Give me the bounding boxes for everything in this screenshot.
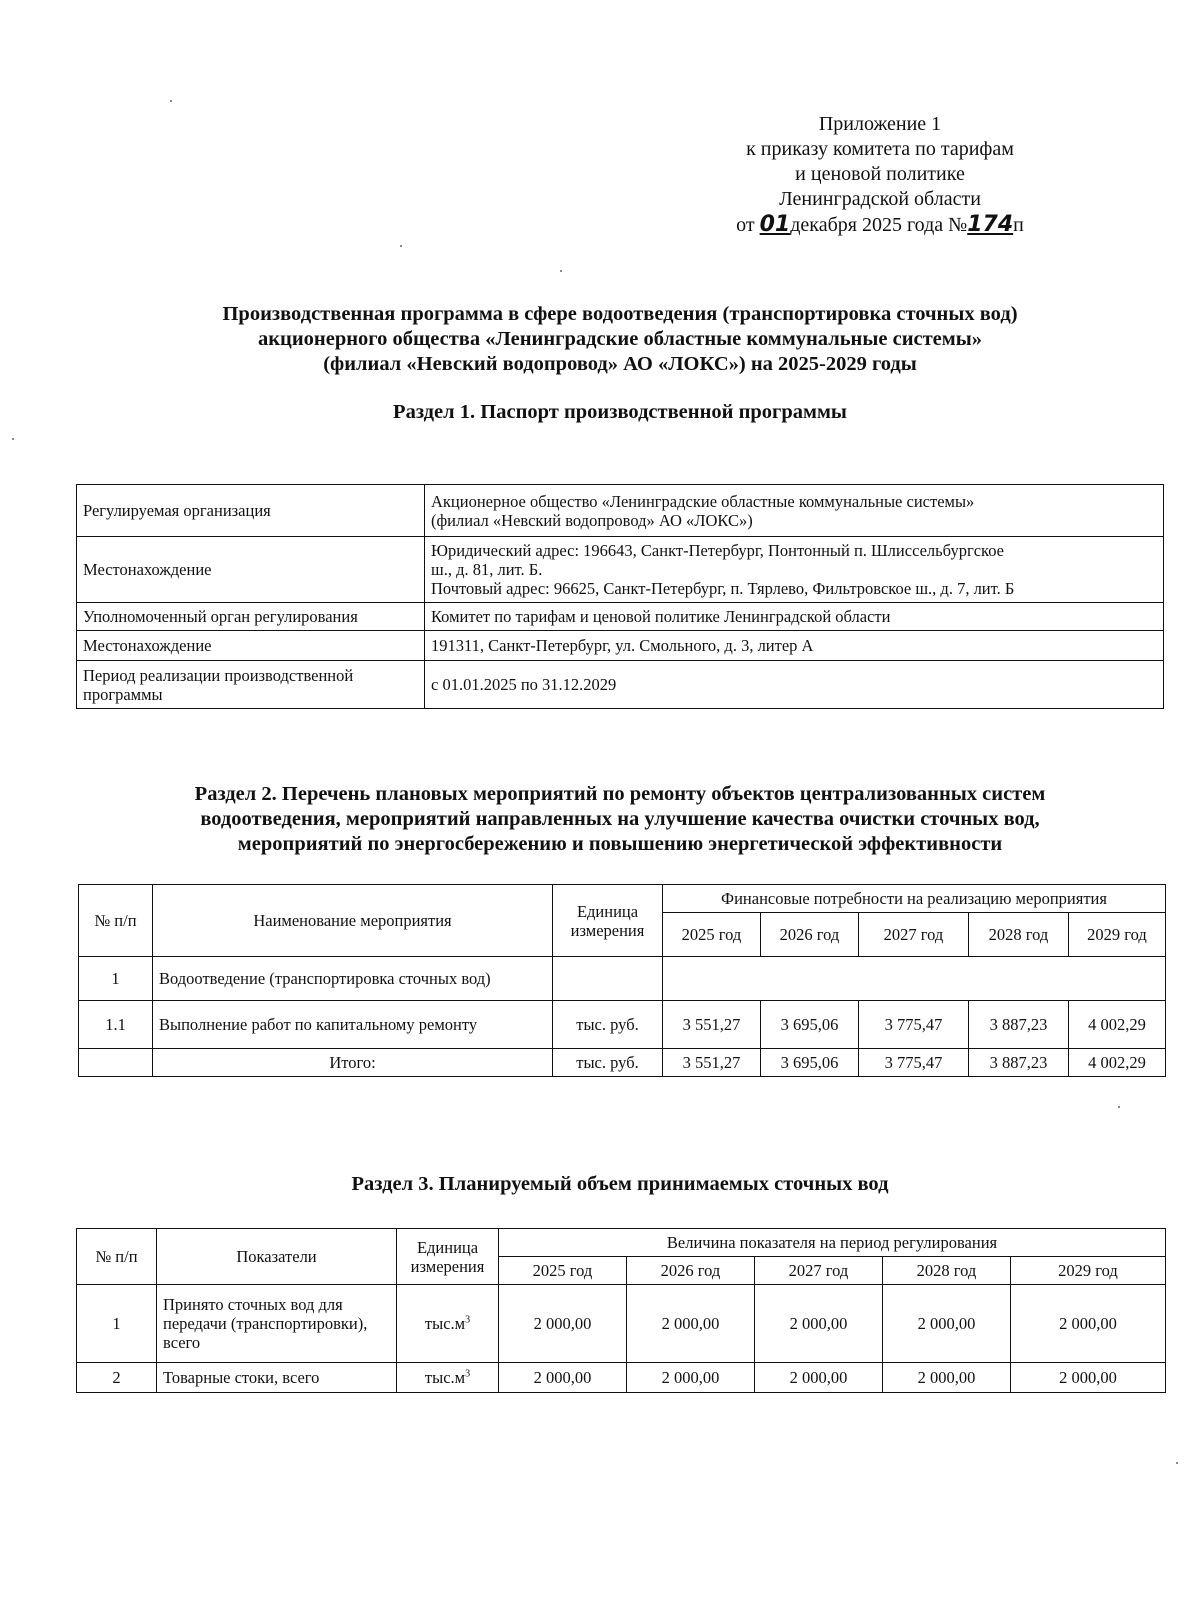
section3-heading: Раздел 3. Планируемый объем принимаемых сточных вод (351, 1173, 889, 1195)
value-line: ш., д. 81, лит. Б. (431, 560, 543, 579)
table-row (77, 661, 1164, 709)
total-value: 4 002,29 (1069, 1049, 1166, 1077)
scan-speck (400, 245, 402, 247)
appendix-date-line (700, 212, 1060, 238)
year-header: 2027 год (755, 1257, 883, 1285)
value-line: Юридический адрес: 196643, Санкт-Петербург, Понтонный п. Шлиссельбургское (431, 541, 1004, 560)
total-row (79, 1049, 1166, 1077)
year-header: 2026 год (627, 1257, 755, 1285)
row-label: Период реализации производственной программы (77, 661, 425, 709)
table-row (79, 1001, 1166, 1049)
total-value: 3 887,23 (969, 1049, 1069, 1077)
table-row (77, 485, 1164, 537)
title-line-1: Производственная программа в сфере водоотведения (транспортировка сточных вод) (222, 303, 1018, 325)
row-name: Принято сточных вод для передачи (транспортировки), всего (157, 1285, 397, 1363)
unit-base: тыс.м (424, 1368, 466, 1387)
value-line: Почтовый адрес: 96625, Санкт-Петербург, п. Тярлево, Фильтровское ш., д. 7, лит. Б (431, 579, 1015, 598)
row-label: Регулируемая организация (77, 485, 425, 537)
cell-value: 2 000,00 (883, 1363, 1011, 1393)
value-line: Акционерное общество «Ленинградские областные коммунальные системы» (431, 491, 975, 511)
unit-line: измерения (410, 1256, 485, 1276)
handwritten-number: 174 (967, 212, 1014, 237)
volume-table (76, 1228, 1166, 1393)
date-prefix: от (736, 214, 755, 236)
row-value (425, 603, 1164, 631)
value-line: 191311, Санкт-Петербург, ул. Смольного, д. 3, литер А (431, 636, 814, 655)
value-line: Комитет по тарифам и ценовой политике Ленинградской области (431, 607, 891, 626)
col-header-finance: Финансовые потребности на реализацию мероприятия (663, 885, 1166, 913)
row-name: Товарные стоки, всего (157, 1363, 397, 1393)
table-row (77, 631, 1164, 661)
appendix-block (700, 112, 1060, 238)
year-header: 2026 год (761, 913, 859, 957)
row-unit (397, 1285, 499, 1363)
cell-value: 2 000,00 (499, 1285, 627, 1363)
row-value (425, 537, 1164, 603)
row-label: Местонахождение (77, 537, 425, 603)
row-empty (663, 957, 1166, 1001)
table-row (77, 1363, 1166, 1393)
scan-speck (170, 100, 172, 102)
header-row (77, 1229, 1166, 1257)
unit-sup: 3 (465, 1368, 471, 1380)
table-row (77, 1285, 1166, 1363)
title-line-3: (филиал «Невский водопровод» АО «ЛОКС») на 2025-2029 годы (323, 353, 917, 375)
unit-line: Единица (576, 901, 639, 921)
total-value: 3 775,47 (859, 1049, 969, 1077)
row-value (425, 661, 1164, 709)
row-num: 1.1 (79, 1001, 153, 1049)
year-header: 2025 год (499, 1257, 627, 1285)
year-header: 2027 год (859, 913, 969, 957)
col-header-unit (553, 885, 663, 957)
cell-value: 2 000,00 (1011, 1285, 1166, 1363)
cell-value: 4 002,29 (1069, 1001, 1166, 1049)
row-unit: тыс. руб. (553, 1001, 663, 1049)
handwritten-day: 01 (759, 212, 791, 237)
row-num: 1 (79, 957, 153, 1001)
appendix-line-2: к приказу комитета по тарифам (746, 138, 1014, 160)
appendix-line-1: Приложение 1 (818, 113, 942, 135)
row-unit (397, 1363, 499, 1393)
unit-line: измерения (570, 920, 645, 940)
cell-value: 2 000,00 (499, 1363, 627, 1393)
total-value: 3 551,27 (663, 1049, 761, 1077)
row-num: 2 (77, 1363, 157, 1393)
heading-line: водоотведения, мероприятий направленных на улучшение качества очистки сточных вод, (200, 808, 1040, 830)
year-header: 2025 год (663, 913, 761, 957)
row-name: Выполнение работ по капитальному ремонту (153, 1001, 553, 1049)
title-line-2: акционерного общества «Ленинградские областные коммунальные системы» (258, 328, 982, 350)
cell-value: 2 000,00 (755, 1285, 883, 1363)
col-header-num: № п/п (77, 1229, 157, 1285)
year-header: 2029 год (1011, 1257, 1166, 1285)
value-line: с 01.01.2025 по 31.12.2029 (431, 675, 617, 694)
header-row (79, 885, 1166, 913)
year-header: 2028 год (969, 913, 1069, 957)
cell-value: 2 000,00 (1011, 1363, 1166, 1393)
cell-value: 3 695,06 (761, 1001, 859, 1049)
heading-line: Раздел 2. Перечень плановых мероприятий по ремонту объектов централизованных систем (194, 783, 1046, 805)
scan-speck (1118, 1106, 1120, 1108)
total-num (79, 1049, 153, 1077)
col-header-name: Показатели (157, 1229, 397, 1285)
unit-base: тыс.м (424, 1314, 466, 1333)
row-label: Местонахождение (77, 631, 425, 661)
cell-value: 2 000,00 (627, 1363, 755, 1393)
cell-value: 3 887,23 (969, 1001, 1069, 1049)
section2-heading (80, 782, 1160, 857)
row-value (425, 485, 1164, 537)
appendix-line-4: Ленинградской области (779, 188, 981, 210)
year-header: 2029 год (1069, 913, 1166, 957)
heading-line: мероприятий по энергосбережению и повышению энергетической эффективности (237, 833, 1003, 855)
appendix-line-3: и ценовой политике (795, 163, 965, 185)
col-header-name: Наименование мероприятия (153, 885, 553, 957)
cell-value: 3 551,27 (663, 1001, 761, 1049)
scan-speck (1176, 1462, 1178, 1464)
document-title (80, 302, 1160, 377)
unit-sup: 3 (465, 1314, 471, 1326)
cell-value: 2 000,00 (755, 1363, 883, 1393)
section1-heading: Раздел 1. Паспорт производственной программы (393, 401, 847, 423)
row-label: Уполномоченный орган регулирования (77, 603, 425, 631)
unit-line: Единица (416, 1237, 479, 1257)
passport-table (76, 484, 1164, 709)
table-row (77, 537, 1164, 603)
cell-value: 3 775,47 (859, 1001, 969, 1049)
year-header: 2028 год (883, 1257, 1011, 1285)
row-num: 1 (77, 1285, 157, 1363)
number-suffix: п (1013, 214, 1024, 236)
table-row (79, 957, 1166, 1001)
scan-speck (560, 270, 562, 272)
cell-value: 2 000,00 (883, 1285, 1011, 1363)
total-unit: тыс. руб. (553, 1049, 663, 1077)
total-label: Итого: (153, 1049, 553, 1077)
value-line: (филиал «Невский водопровод» АО «ЛОКС») (431, 510, 753, 530)
col-header-value: Величина показателя на период регулирования (499, 1229, 1166, 1257)
row-value (425, 631, 1164, 661)
table-row (77, 603, 1164, 631)
row-unit (553, 957, 663, 1001)
cell-value: 2 000,00 (627, 1285, 755, 1363)
col-header-unit (397, 1229, 499, 1285)
total-value: 3 695,06 (761, 1049, 859, 1077)
date-middle: декабря 2025 года № (790, 214, 968, 236)
scan-speck (12, 438, 14, 440)
measures-table (78, 884, 1166, 1077)
row-name: Водоотведение (транспортировка сточных вод) (153, 957, 553, 1001)
col-header-num: № п/п (79, 885, 153, 957)
